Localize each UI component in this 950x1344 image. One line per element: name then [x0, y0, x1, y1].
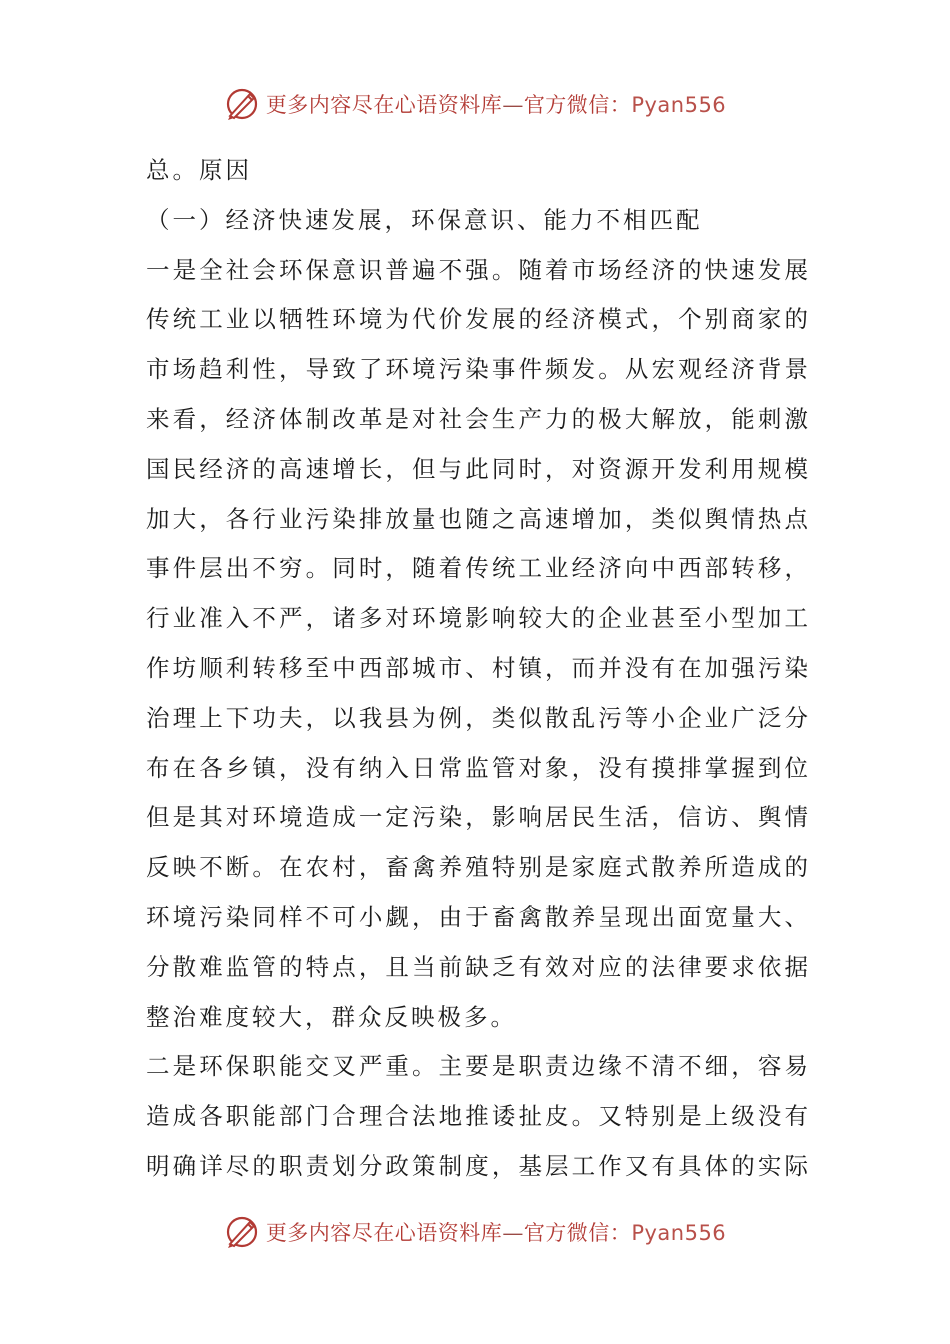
text-line-11: 作坊顺利转移至中西部城市、村镇，而并没有在加强污染: [146, 653, 808, 682]
text-line-9: 事件层出不穷。同时，随着传统工业经济向中西部转移，: [146, 554, 808, 583]
section-heading: （一）经济快速发展，环保意识、能力不相匹配: [146, 205, 703, 234]
document-body: [146, 146, 808, 1192]
text-line-12: 治理上下功夫，以我县为例，类似散乱污等小企业广泛分: [146, 703, 808, 732]
text-line-7: 国民经济的高速增长，但与此同时，对资源开发利用规模: [146, 454, 808, 483]
text-line-20: 造成各职能部门合理合法地推诿扯皮。又特别是上级没有: [146, 1102, 808, 1131]
text-line-18: 整治难度较大，群众反映极多。: [146, 1002, 517, 1031]
text-line-21: 明确详尽的职责划分政策制度，基层工作又有具体的实际: [146, 1151, 808, 1180]
text-line-13: 布在各乡镇，没有纳入日常监管对象，没有摸排掌握到位: [146, 753, 808, 782]
text-line-8: 加大，各行业污染排放量也随之高速增加，类似舆情热点: [146, 504, 808, 533]
text-line-3: 一是全社会环保意识普遍不强。随着市场经济的快速发展: [146, 255, 808, 284]
footer-watermark-text: 更多内容尽在心语资料库—官方微信：Pyan556: [265, 1221, 727, 1245]
text-line-5: 市场趋利性，导致了环境污染事件频发。从宏观经济背景: [146, 355, 808, 384]
footer-watermark-banner: [0, 1212, 950, 1252]
text-line-1: 总。原因: [146, 156, 252, 184]
text-line-16: 环境污染同样不可小觑，由于畜禽散养呈现出面宽量大、: [146, 902, 808, 931]
text-line-17: 分散难监管的特点，且当前缺乏有效对应的法律要求依据: [146, 952, 808, 981]
text-line-10: 行业准入不严，诸多对环境影响较大的企业甚至小型加工: [146, 604, 808, 633]
text-line-4: 传统工业以牺牲环境为代价发展的经济模式，个别商家的: [146, 305, 808, 334]
text-line-6: 来看，经济体制改革是对社会生产力的极大解放，能刺激: [146, 404, 808, 433]
pen-logo-icon: [224, 1214, 260, 1250]
text-line-15: 反映不断。在农村，畜禽养殖特别是家庭式散养所造成的: [146, 853, 808, 882]
text-line-14: 但是其对环境造成一定污染，影响居民生活，信访、舆情: [146, 803, 808, 832]
header-watermark-banner: [0, 84, 950, 124]
pen-logo-icon: [224, 86, 260, 122]
header-watermark-text: 更多内容尽在心语资料库—官方微信：Pyan556: [265, 93, 727, 117]
text-line-19: 二是环保职能交叉严重。主要是职责边缘不清不细，容易: [146, 1052, 808, 1081]
